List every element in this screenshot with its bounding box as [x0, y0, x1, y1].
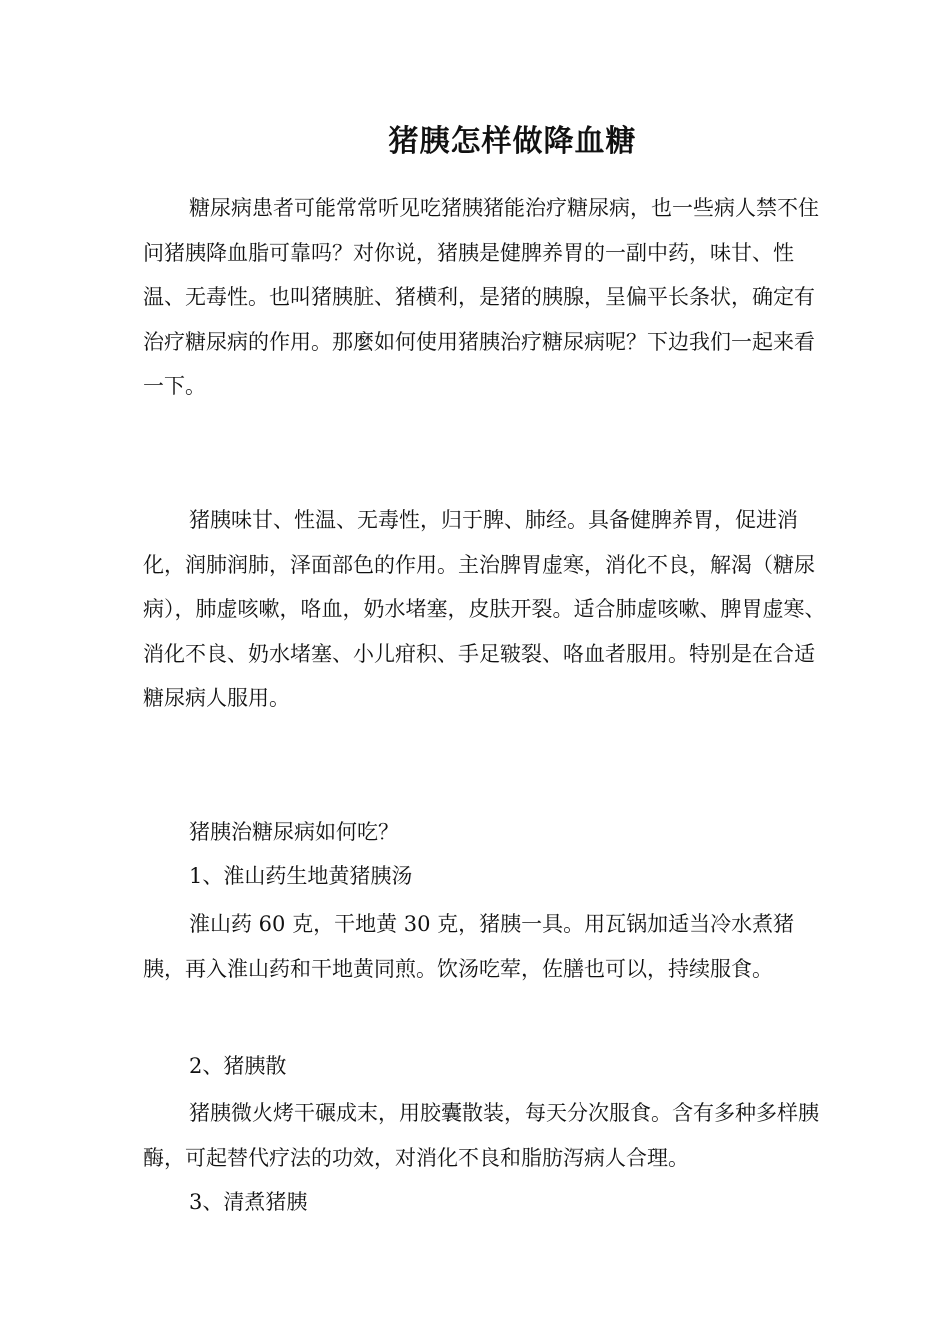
recipe-2-body: 猪胰微火烤干碾成末，用胶囊散装，每天分次服食。含有多种多样胰酶，可起替代疗法的功效，对消化不良和脂肪泻病人合理。 [143, 1101, 819, 1170]
properties-paragraph: 猪胰味甘、性温、无毒性，归于脾、肺经。具备健脾养胃，促进消化，润肺润肺，泽面部色的作用。主治脾胃虚寒，消化不良，解渴（糖尿病），肺虚咳嗽，咯血，奶水堵塞，皮肤开裂。适合肺虚咳嗽、脾胃虚寒、消化不良、奶水堵塞、小儿疳积、手足皲裂、咯血者服用。特别是在合适糖尿病人服用。 [143, 508, 826, 710]
document-title: 猪胰怎样做降血糖 [388, 124, 637, 159]
howto-heading: 猪胰治糖尿病如何吃？ [189, 820, 399, 844]
recipe-2-heading: 2、猪胰散 [189, 1054, 287, 1078]
recipe-1-body: 淮山药 60 克，干地黄 30 克，猪胰一具。用瓦锅加适当冷水煮猪胰，再入淮山药和干地黄同煎。饮汤吃荤，佐膳也可以，持续服食。 [143, 912, 795, 981]
recipe-1-heading: 1、淮山药生地黄猪胰汤 [189, 864, 413, 888]
intro-paragraph: 糖尿病患者可能常常听见吃猪胰猪能治疗糖尿病，也一些病人禁不住问猪胰降血脂可靠吗？对你说，猪胰是健脾养胃的一副中药，味甘、性温、无毒性。也叫猪胰脏、猪横利，是猪的胰腺，呈偏平长条状，确定有治疗糖尿病的作用。那麼如何使用猪胰治疗糖尿病呢？下边我们一起来看一下。 [143, 196, 819, 398]
recipe-3-heading: 3、清煮猪胰 [189, 1190, 308, 1214]
